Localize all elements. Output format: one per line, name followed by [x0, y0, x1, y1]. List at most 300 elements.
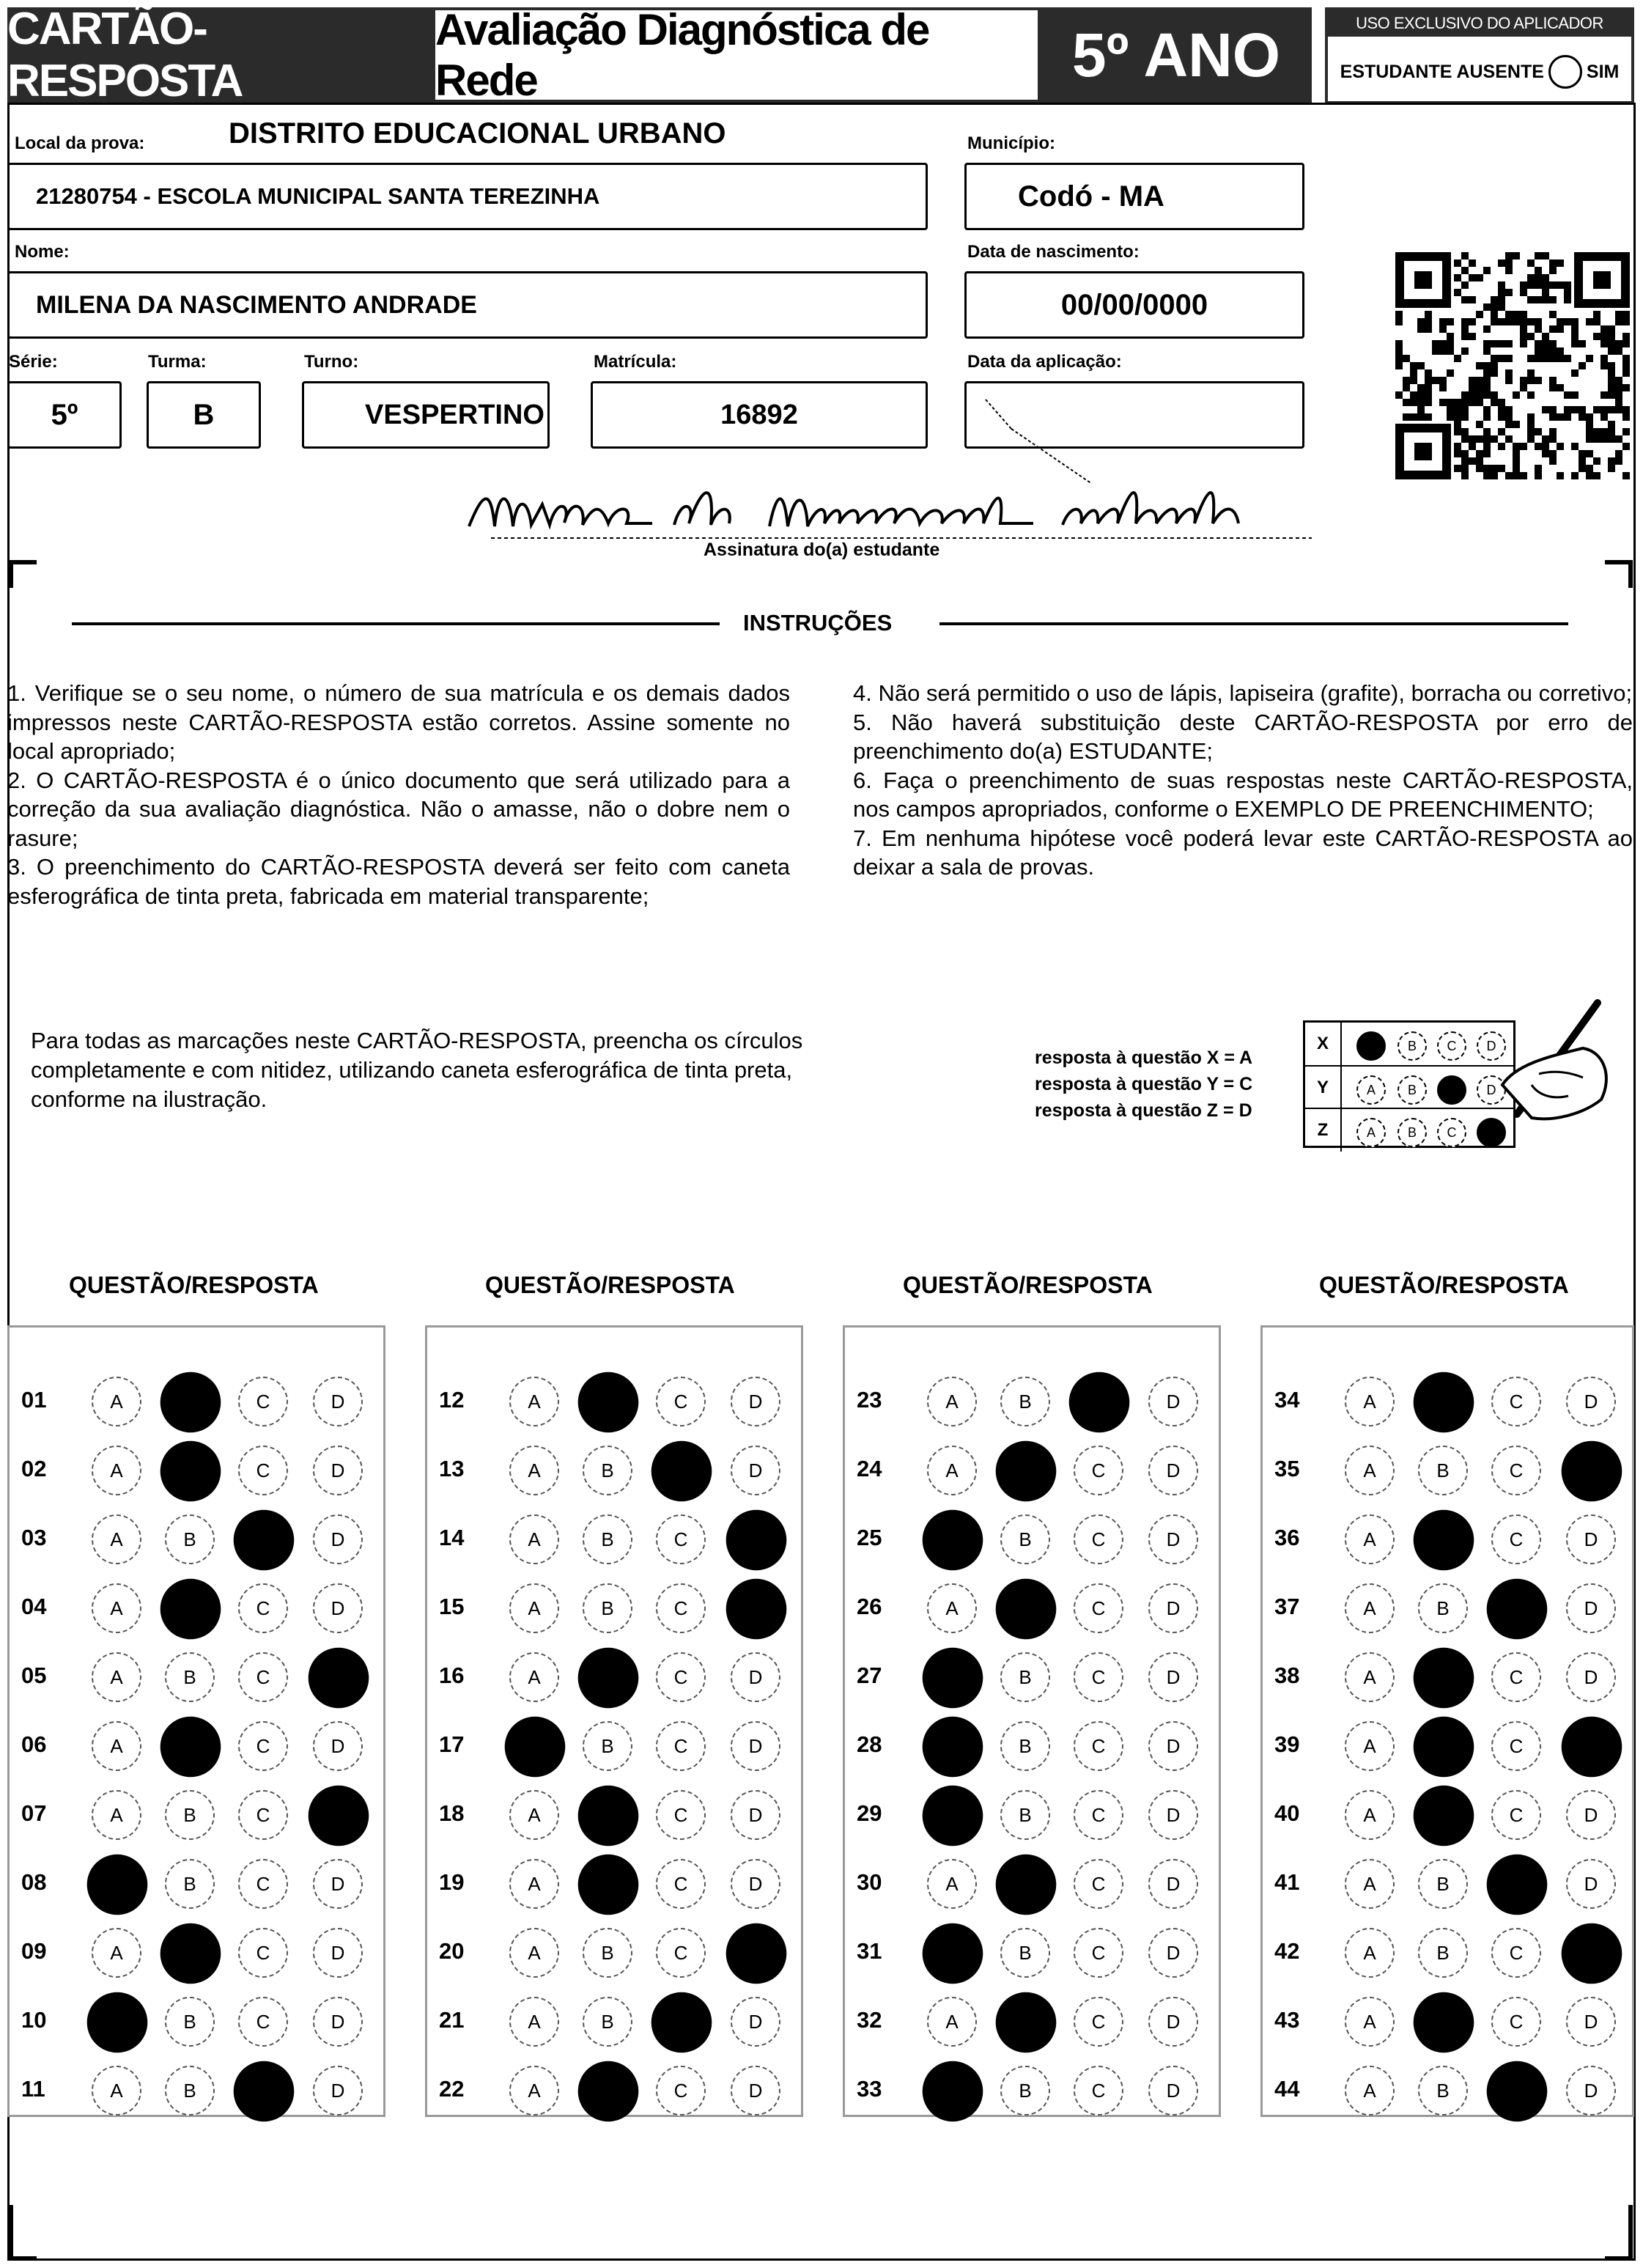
answer-bubble-01-a[interactable]: A — [92, 1377, 141, 1426]
answer-bubble-43-d[interactable]: D — [1566, 1997, 1616, 2047]
answer-bubble-44-a[interactable]: A — [1345, 2066, 1395, 2116]
answer-row-26 — [845, 1572, 1219, 1641]
answer-row-44 — [1263, 2055, 1632, 2124]
nome-label: Nome: — [15, 242, 70, 262]
absent-label: ESTUDANTE AUSENTE — [1340, 61, 1544, 82]
answer-bubble-13-c[interactable]: C — [651, 1441, 712, 1502]
answer-bubble-08-d[interactable]: D — [313, 1859, 363, 1909]
example-bubble-y-a: A — [1356, 1075, 1386, 1105]
answer-bubble-08-c[interactable]: C — [238, 1859, 288, 1909]
example-legend — [1035, 1045, 1252, 1124]
answer-bubble-20-b[interactable]: B — [583, 1928, 632, 1978]
answer-bubble-18-a[interactable]: A — [509, 1790, 559, 1840]
answer-row-13 — [427, 1435, 801, 1503]
answer-bubble-04-d[interactable]: D — [313, 1583, 363, 1633]
grade-label: 5º ANO — [1041, 7, 1312, 103]
answer-bubble-40-b[interactable]: B — [1414, 1786, 1474, 1847]
answer-bubble-38-a[interactable]: A — [1345, 1652, 1395, 1702]
answer-bubble-16-c[interactable]: C — [656, 1652, 706, 1702]
answer-bubble-38-d[interactable]: D — [1566, 1652, 1616, 1702]
answer-bubble-40-c[interactable]: C — [1491, 1790, 1541, 1840]
nascimento-field[interactable] — [964, 271, 1304, 339]
answer-bubble-26-a[interactable]: A — [927, 1583, 977, 1633]
answer-bubble-10-a[interactable]: A — [87, 1992, 148, 2053]
instructions-right — [853, 679, 1633, 882]
example-bubble-y-d: D — [1477, 1075, 1506, 1105]
example-legend-z: resposta à questão Z = D — [1035, 1100, 1252, 1121]
answer-bubble-28-c[interactable]: C — [1074, 1721, 1123, 1771]
question-number: 30 — [857, 1869, 882, 1895]
answer-bubble-32-d[interactable]: D — [1148, 1997, 1198, 2047]
answer-bubble-39-c[interactable]: C — [1491, 1721, 1541, 1771]
answer-row-15 — [427, 1572, 801, 1641]
answer-bubble-01-d[interactable]: D — [313, 1377, 363, 1426]
answer-bubble-13-d[interactable]: D — [731, 1446, 780, 1495]
answer-bubble-14-c[interactable]: C — [656, 1514, 706, 1564]
answer-bubble-13-b[interactable]: B — [583, 1446, 632, 1495]
answer-bubble-32-a[interactable]: A — [927, 1997, 977, 2047]
answer-bubble-15-b[interactable]: B — [583, 1583, 632, 1633]
answer-row-07 — [10, 1779, 383, 1848]
answer-bubble-37-a[interactable]: A — [1345, 1583, 1395, 1633]
answer-bubble-30-d[interactable]: D — [1148, 1859, 1198, 1909]
example-bubble-x-d: D — [1477, 1031, 1506, 1061]
answer-bubble-26-c[interactable]: C — [1074, 1583, 1123, 1633]
answer-bubble-02-b[interactable]: B — [160, 1441, 221, 1502]
answer-row-01 — [10, 1366, 383, 1435]
question-number: 27 — [857, 1663, 882, 1688]
answer-bubble-05-c[interactable]: C — [238, 1652, 288, 1702]
answer-bubble-34-b[interactable]: B — [1414, 1372, 1474, 1433]
instruction-6: 6. Faça o preenchimento de suas respostas neste CARTÃO-RESPOSTA, nos campos apropriados, conforme o EXEMPLO DE PREENCHIMENTO; — [853, 767, 1633, 822]
answer-bubble-34-d[interactable]: D — [1566, 1377, 1616, 1426]
answer-bubble-28-b[interactable]: B — [1000, 1721, 1050, 1771]
answer-bubble-11-a[interactable]: A — [92, 2066, 141, 2116]
answer-bubble-11-d[interactable]: D — [313, 2066, 363, 2116]
answer-bubble-06-d[interactable]: D — [313, 1721, 363, 1771]
turma-label: Turma: — [148, 352, 207, 372]
answer-bubble-01-b[interactable]: B — [160, 1372, 221, 1433]
answer-bubble-08-b[interactable]: B — [165, 1859, 215, 1909]
example-row-label: Y — [1305, 1067, 1342, 1109]
answer-bubble-06-a[interactable]: A — [92, 1721, 141, 1771]
answer-bubble-10-c[interactable]: C — [238, 1997, 288, 2047]
answer-bubble-04-c[interactable]: C — [238, 1583, 288, 1633]
answer-bubble-21-d[interactable]: D — [731, 1997, 780, 2047]
answer-bubble-17-b[interactable]: B — [583, 1721, 632, 1771]
question-number: 08 — [21, 1869, 47, 1895]
answer-row-21 — [427, 1986, 801, 2055]
answer-bubble-13-a[interactable]: A — [509, 1446, 559, 1495]
answer-bubble-08-a[interactable]: A — [87, 1855, 148, 1915]
answer-bubble-10-d[interactable]: D — [313, 1997, 363, 2047]
answer-bubble-31-b[interactable]: B — [1000, 1928, 1050, 1978]
turno-label: Turno: — [304, 352, 359, 372]
answer-bubble-21-b[interactable]: B — [583, 1997, 632, 2047]
qr-code — [1395, 252, 1630, 479]
question-number: 33 — [857, 2076, 882, 2102]
corner-mark-bl — [9, 2205, 37, 2261]
answer-bubble-06-b[interactable]: B — [160, 1717, 221, 1778]
answer-bubble-30-c[interactable]: C — [1074, 1859, 1123, 1909]
answer-bubble-44-c[interactable]: C — [1487, 2061, 1548, 2122]
answer-bubble-12-d[interactable]: D — [731, 1377, 780, 1426]
answer-bubble-35-c[interactable]: C — [1491, 1446, 1541, 1495]
question-number: 14 — [439, 1525, 465, 1550]
exam-title: Avaliação Diagnóstica de Rede — [432, 7, 1041, 103]
question-number: 29 — [857, 1800, 882, 1826]
question-number: 16 — [439, 1663, 465, 1688]
example-legend-x: resposta à questão X = A — [1035, 1048, 1253, 1068]
answer-row-30 — [845, 1848, 1219, 1917]
answer-bubble-12-b[interactable]: B — [578, 1372, 639, 1433]
answer-bubble-36-d[interactable]: D — [1566, 1514, 1616, 1564]
answer-bubble-29-c[interactable]: C — [1074, 1790, 1123, 1840]
answer-bubble-06-c[interactable]: C — [238, 1721, 288, 1771]
answer-bubble-21-a[interactable]: A — [509, 1997, 559, 2047]
answer-bubble-02-a[interactable]: A — [92, 1446, 141, 1495]
answer-bubble-42-c[interactable]: C — [1491, 1928, 1541, 1978]
nome-value: MILENA DA NASCIMENTO ANDRADE — [36, 290, 477, 319]
serie-label: Série: — [9, 352, 58, 372]
answer-bubble-34-a[interactable]: A — [1345, 1377, 1395, 1426]
answer-bubble-02-d[interactable]: D — [313, 1446, 363, 1495]
answer-bubble-25-b[interactable]: B — [1000, 1514, 1050, 1564]
question-number: 02 — [21, 1456, 47, 1481]
answer-row-05 — [10, 1641, 383, 1710]
question-number: 13 — [439, 1456, 465, 1481]
municipio-value: Codó - MA — [1018, 180, 1164, 213]
answer-bubble-42-b[interactable]: B — [1418, 1928, 1468, 1978]
instructions-rule-right — [939, 622, 1568, 625]
answer-row-32 — [845, 1986, 1219, 2055]
example-bubble-x-c: C — [1437, 1031, 1466, 1061]
answer-row-20 — [427, 1917, 801, 1986]
answer-bubble-25-c[interactable]: C — [1074, 1514, 1123, 1564]
answer-row-22 — [427, 2055, 801, 2124]
answer-row-38 — [1263, 1641, 1632, 1710]
answer-row-35 — [1263, 1435, 1632, 1503]
answer-row-31 — [845, 1917, 1219, 1986]
answer-bubble-35-b[interactable]: B — [1418, 1446, 1468, 1495]
answer-bubble-02-c[interactable]: C — [238, 1446, 288, 1495]
answer-row-06 — [10, 1710, 383, 1779]
answer-bubble-03-b[interactable]: B — [165, 1514, 215, 1564]
answer-bubble-27-c[interactable]: C — [1074, 1652, 1123, 1702]
answer-bubble-42-d[interactable]: D — [1562, 1923, 1622, 1984]
answer-bubble-19-a[interactable]: A — [509, 1859, 559, 1909]
aplicacao-label: Data da aplicação: — [967, 352, 1122, 372]
answer-bubble-39-b[interactable]: B — [1414, 1717, 1474, 1778]
corner-mark-tl — [9, 560, 37, 588]
answer-bubble-15-a[interactable]: A — [509, 1583, 559, 1633]
question-number: 18 — [439, 1800, 465, 1826]
answer-bubble-39-a[interactable]: A — [1345, 1721, 1395, 1771]
answer-bubble-26-d[interactable]: D — [1148, 1583, 1198, 1633]
answer-bubble-28-d[interactable]: D — [1148, 1721, 1198, 1771]
serie-field[interactable] — [7, 381, 122, 449]
question-number: 38 — [1274, 1663, 1300, 1688]
answer-row-29 — [845, 1779, 1219, 1848]
question-number: 43 — [1274, 2007, 1300, 2033]
answer-bubble-34-c[interactable]: C — [1491, 1377, 1541, 1426]
answer-bubble-15-d[interactable]: D — [726, 1579, 787, 1640]
answer-bubble-22-b[interactable]: B — [578, 2061, 639, 2122]
answer-bubble-41-d[interactable]: D — [1566, 1859, 1616, 1909]
answer-bubble-22-d[interactable]: D — [731, 2066, 780, 2116]
answer-bubble-29-d[interactable]: D — [1148, 1790, 1198, 1840]
answer-bubble-19-c[interactable]: C — [656, 1859, 706, 1909]
answer-bubble-15-c[interactable]: C — [656, 1583, 706, 1633]
instruction-1: 1. Verifique se o seu nome, o número de sua matrícula e os demais dados impressos neste CARTÃO-RESPOSTA estão corretos. Assine somente no local apropriado; — [7, 680, 790, 764]
answer-row-40 — [1263, 1779, 1632, 1848]
answer-bubble-40-d[interactable]: D — [1566, 1790, 1616, 1840]
answer-bubble-16-d[interactable]: D — [731, 1652, 780, 1702]
answer-bubble-42-a[interactable]: A — [1345, 1928, 1395, 1978]
answer-bubble-23-b[interactable]: B — [1000, 1377, 1050, 1426]
column-title-1: QUESTÃO/RESPOSTA — [69, 1272, 319, 1298]
absent-row — [1328, 40, 1631, 104]
answer-bubble-07-a[interactable]: A — [92, 1790, 141, 1840]
question-number: 41 — [1274, 1869, 1300, 1895]
instructions-rule-left — [72, 622, 720, 625]
answer-row-02 — [10, 1435, 383, 1503]
absent-checkbox[interactable] — [1548, 55, 1582, 89]
card-title: CARTÃO-RESPOSTA — [7, 7, 432, 103]
answer-bubble-31-a[interactable]: A — [923, 1923, 983, 1984]
answer-bubble-22-c[interactable]: C — [656, 2066, 706, 2116]
answer-bubble-24-c[interactable]: C — [1074, 1446, 1123, 1495]
turno-value: VESPERTINO — [365, 399, 544, 430]
question-number: 39 — [1274, 1731, 1300, 1757]
answer-bubble-44-d[interactable]: D — [1566, 2066, 1616, 2116]
applicator-box — [1325, 7, 1634, 104]
question-number: 20 — [439, 1938, 465, 1964]
answer-bubble-23-d[interactable]: D — [1148, 1377, 1198, 1426]
question-number: 28 — [857, 1731, 882, 1757]
answer-bubble-12-a[interactable]: A — [509, 1377, 559, 1426]
answer-bubble-11-c[interactable]: C — [234, 2061, 295, 2122]
answer-column-2 — [425, 1325, 803, 2117]
answer-bubble-03-d[interactable]: D — [313, 1514, 363, 1564]
answer-bubble-17-a[interactable]: A — [505, 1717, 566, 1778]
answer-bubble-37-d[interactable]: D — [1566, 1583, 1616, 1633]
answer-bubble-35-d[interactable]: D — [1562, 1441, 1622, 1502]
answer-row-42 — [1263, 1917, 1632, 1986]
answer-bubble-38-c[interactable]: C — [1491, 1652, 1541, 1702]
example-legend-y: resposta à questão Y = C — [1035, 1074, 1253, 1094]
instructions-left — [7, 679, 790, 910]
answer-bubble-18-c[interactable]: C — [656, 1790, 706, 1840]
answer-bubble-03-c[interactable]: C — [234, 1510, 295, 1571]
answer-bubble-20-c[interactable]: C — [656, 1928, 706, 1978]
answer-bubble-21-c[interactable]: C — [651, 1992, 712, 2053]
answer-bubble-25-d[interactable]: D — [1148, 1514, 1198, 1564]
answer-row-08 — [10, 1848, 383, 1917]
answer-bubble-09-d[interactable]: D — [313, 1928, 363, 1978]
answer-bubble-43-b[interactable]: B — [1414, 1992, 1474, 2053]
column-title-4: QUESTÃO/RESPOSTA — [1319, 1272, 1569, 1298]
question-number: 21 — [439, 2007, 465, 2033]
answer-bubble-33-d[interactable]: D — [1148, 2066, 1198, 2116]
answer-row-37 — [1263, 1572, 1632, 1641]
municipio-field[interactable] — [964, 163, 1304, 230]
answer-bubble-33-c[interactable]: C — [1074, 2066, 1123, 2116]
nascimento-value: 00/00/0000 — [1060, 288, 1208, 321]
answer-bubble-17-d[interactable]: D — [731, 1721, 780, 1771]
example-bubble-z-a: A — [1356, 1118, 1386, 1147]
answer-row-34 — [1263, 1366, 1632, 1435]
turma-field[interactable] — [147, 381, 261, 449]
nome-field[interactable] — [7, 271, 928, 339]
answer-bubble-23-c[interactable]: C — [1069, 1372, 1130, 1433]
question-number: 37 — [1274, 1594, 1300, 1619]
answer-bubble-12-c[interactable]: C — [656, 1377, 706, 1426]
answer-column-3 — [843, 1325, 1221, 2117]
answer-row-41 — [1263, 1848, 1632, 1917]
answer-bubble-04-b[interactable]: B — [160, 1579, 221, 1640]
answer-bubble-40-a[interactable]: A — [1345, 1790, 1395, 1840]
question-number: 09 — [21, 1938, 47, 1964]
answer-bubble-19-d[interactable]: D — [731, 1859, 780, 1909]
answer-bubble-07-b[interactable]: B — [165, 1790, 215, 1840]
answer-bubble-36-a[interactable]: A — [1345, 1514, 1395, 1564]
answer-bubble-28-a[interactable]: A — [923, 1717, 983, 1778]
question-number: 31 — [857, 1938, 882, 1964]
answer-bubble-25-a[interactable]: A — [923, 1510, 983, 1571]
answer-bubble-05-d[interactable]: D — [309, 1648, 369, 1709]
signature-label: Assinatura do(a) estudante — [704, 540, 940, 560]
answer-bubble-22-a[interactable]: A — [509, 2066, 559, 2116]
answer-column-4 — [1260, 1325, 1634, 2117]
answer-bubble-07-d[interactable]: D — [309, 1786, 369, 1847]
answer-bubble-14-d[interactable]: D — [726, 1510, 787, 1571]
answer-bubble-27-b[interactable]: B — [1000, 1652, 1050, 1702]
question-number: 15 — [439, 1594, 465, 1619]
answer-bubble-43-c[interactable]: C — [1491, 1997, 1541, 2047]
answer-bubble-43-a[interactable]: A — [1345, 1997, 1395, 2047]
question-number: 35 — [1274, 1456, 1300, 1481]
answer-bubble-05-b[interactable]: B — [165, 1652, 215, 1702]
answer-row-43 — [1263, 1986, 1632, 2055]
example-bubble-x-b: B — [1398, 1031, 1427, 1061]
answer-bubble-31-c[interactable]: C — [1074, 1928, 1123, 1978]
question-number: 34 — [1274, 1387, 1300, 1413]
answer-bubble-23-a[interactable]: A — [927, 1377, 977, 1426]
answer-row-36 — [1263, 1503, 1632, 1572]
answer-bubble-27-d[interactable]: D — [1148, 1652, 1198, 1702]
answer-bubble-41-b[interactable]: B — [1418, 1859, 1468, 1909]
question-number: 32 — [857, 2007, 882, 2033]
answer-bubble-18-b[interactable]: B — [578, 1786, 639, 1847]
answer-row-19 — [427, 1848, 801, 1917]
answer-bubble-14-a[interactable]: A — [509, 1514, 559, 1564]
question-number: 10 — [21, 2007, 47, 2033]
school-field[interactable] — [7, 163, 928, 230]
answer-bubble-24-a[interactable]: A — [927, 1446, 977, 1495]
answer-row-25 — [845, 1503, 1219, 1572]
local-label: Local da prova: — [15, 133, 145, 153]
answer-bubble-39-d[interactable]: D — [1562, 1717, 1622, 1778]
answer-bubble-32-c[interactable]: C — [1074, 1997, 1123, 2047]
answer-bubble-03-a[interactable]: A — [92, 1514, 141, 1564]
question-number: 12 — [439, 1387, 465, 1413]
answer-bubble-41-c[interactable]: C — [1487, 1855, 1548, 1915]
answer-bubble-31-d[interactable]: D — [1148, 1928, 1198, 1978]
answer-bubble-09-c[interactable]: C — [238, 1928, 288, 1978]
answer-row-18 — [427, 1779, 801, 1848]
question-number: 01 — [21, 1387, 47, 1413]
column-title-3: QUESTÃO/RESPOSTA — [903, 1272, 1153, 1298]
answer-bubble-01-c[interactable]: C — [238, 1377, 288, 1426]
answer-bubble-27-a[interactable]: A — [923, 1648, 983, 1709]
question-number: 07 — [21, 1800, 47, 1826]
answer-bubble-16-a[interactable]: A — [509, 1652, 559, 1702]
example-bubble-z-c: C — [1437, 1118, 1466, 1147]
answer-bubble-09-a[interactable]: A — [92, 1928, 141, 1978]
answer-bubble-20-d[interactable]: D — [726, 1923, 787, 1984]
answer-bubble-37-b[interactable]: B — [1418, 1583, 1468, 1633]
answer-row-09 — [10, 1917, 383, 1986]
question-number: 26 — [857, 1594, 882, 1619]
matricula-field[interactable] — [591, 381, 928, 449]
answer-bubble-24-b[interactable]: B — [996, 1441, 1057, 1502]
answer-bubble-29-b[interactable]: B — [1000, 1790, 1050, 1840]
answer-bubble-30-a[interactable]: A — [927, 1859, 977, 1909]
answer-bubble-32-b[interactable]: B — [996, 1992, 1057, 2053]
answer-row-10 — [10, 1986, 383, 2055]
answer-bubble-33-b[interactable]: B — [1000, 2066, 1050, 2116]
answer-bubble-37-c[interactable]: C — [1487, 1579, 1548, 1640]
instruction-3: 3. O preenchimento do CARTÃO-RESPOSTA deverá ser feito com caneta esferográfica de tinta preta, fabricada em material transparente; — [7, 854, 790, 909]
answer-bubble-05-a[interactable]: A — [92, 1652, 141, 1702]
example-row-label: X — [1305, 1023, 1342, 1065]
question-number: 22 — [439, 2076, 465, 2102]
answer-bubble-11-b[interactable]: B — [165, 2066, 215, 2116]
answer-bubble-29-a[interactable]: A — [923, 1786, 983, 1847]
example-bubble-z-b: B — [1398, 1118, 1427, 1147]
answer-bubble-19-b[interactable]: B — [578, 1855, 639, 1915]
answer-bubble-20-a[interactable]: A — [509, 1928, 559, 1978]
answer-bubble-41-a[interactable]: A — [1345, 1859, 1395, 1909]
answer-bubble-09-b[interactable]: B — [160, 1923, 221, 1984]
answer-bubble-10-b[interactable]: B — [165, 1997, 215, 2047]
answer-bubble-44-b[interactable]: B — [1418, 2066, 1468, 2116]
question-number: 36 — [1274, 1525, 1300, 1550]
answer-bubble-33-a[interactable]: A — [923, 2061, 983, 2122]
answer-bubble-16-b[interactable]: B — [578, 1648, 639, 1709]
instruction-5: 5. Não haverá substituição deste CARTÃO-RESPOSTA por erro de preenchimento do(a) ESTUDANTE; — [853, 709, 1633, 764]
answer-bubble-07-c[interactable]: C — [238, 1790, 288, 1840]
turno-field[interactable] — [302, 381, 550, 449]
answer-bubble-38-b[interactable]: B — [1414, 1648, 1474, 1709]
answer-bubble-35-a[interactable]: A — [1345, 1446, 1395, 1495]
student-signature — [462, 475, 1319, 548]
answer-bubble-36-b[interactable]: B — [1414, 1510, 1474, 1571]
answer-bubble-24-d[interactable]: D — [1148, 1446, 1198, 1495]
answer-bubble-04-a[interactable]: A — [92, 1583, 141, 1633]
answer-bubble-18-d[interactable]: D — [731, 1790, 780, 1840]
answer-bubble-30-b[interactable]: B — [996, 1855, 1057, 1915]
corner-mark-tr — [1605, 560, 1633, 588]
answer-bubble-26-b[interactable]: B — [996, 1579, 1057, 1640]
question-number: 23 — [857, 1387, 882, 1413]
question-number: 19 — [439, 1869, 465, 1895]
answer-bubble-17-c[interactable]: C — [656, 1721, 706, 1771]
answer-bubble-36-c[interactable]: C — [1491, 1514, 1541, 1564]
answer-bubble-14-b[interactable]: B — [583, 1514, 632, 1564]
turma-value: B — [193, 398, 215, 431]
